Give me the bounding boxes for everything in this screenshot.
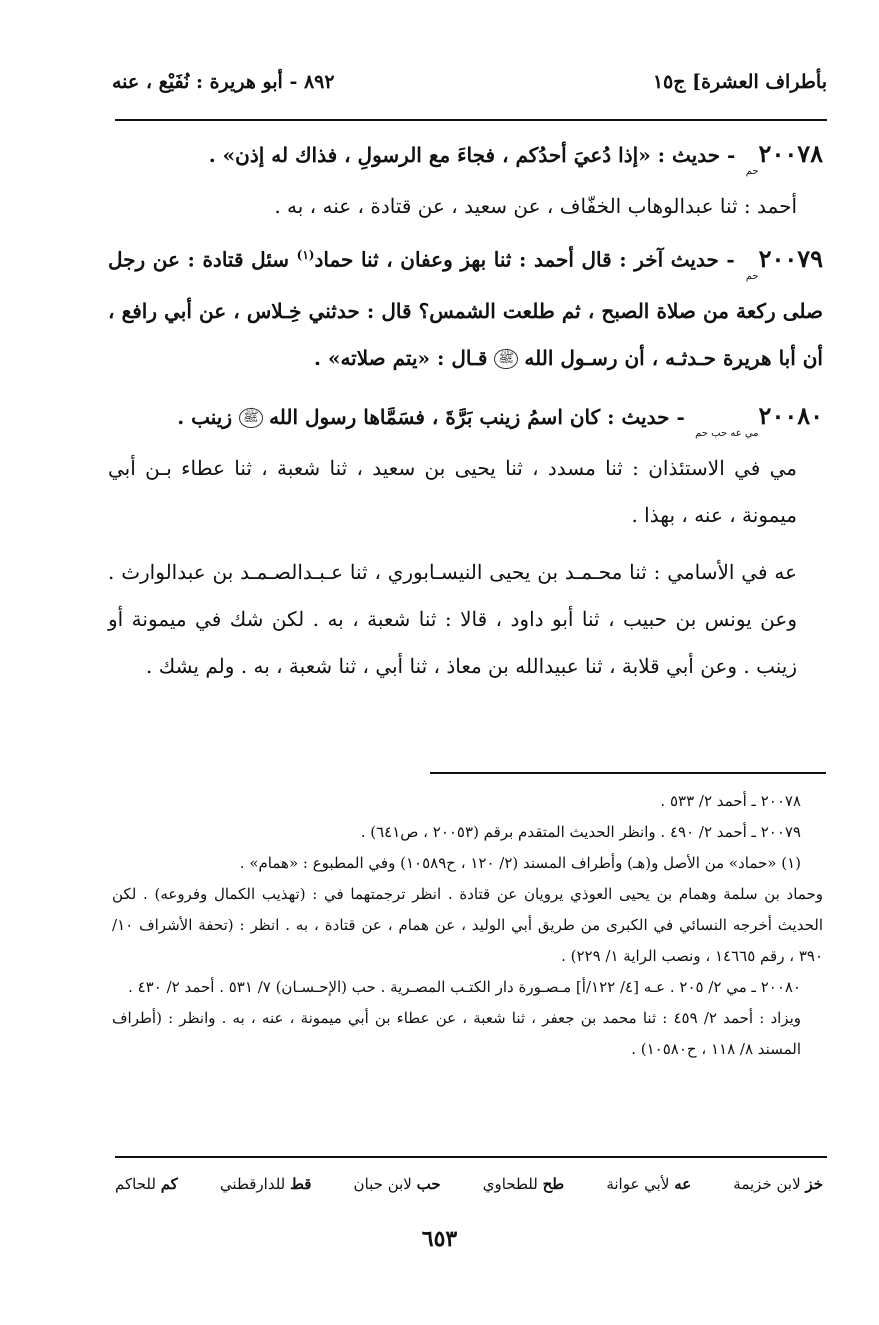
footnote: (١) «حماد» من الأصل و(هـ) وأطراف المسند (٢/ ١٢٠ ، ح١٠٥٨٩) وفي المطبوع : «همام» .	[239, 854, 801, 872]
hadith-entry	[108, 232, 823, 382]
abbreviation-item: قط للدارقطني	[219, 1175, 312, 1193]
footnote-marker: (١)	[296, 248, 315, 262]
hadith-text: - حديث آخر : قال أحمد : ثنا بهز وعفان ، ثنا حماد	[314, 247, 735, 272]
abbreviation-item: خز لابن خزيمة	[733, 1175, 823, 1193]
abbreviation-item: طح للطحاوي	[482, 1175, 565, 1193]
isnad-chain: أحمد : ثنا عبدالوهاب الخفّاف ، عن سعيد ، عن قتادة ، عنه ، به .	[274, 194, 797, 218]
hadith-text-end: زينب .	[177, 404, 239, 429]
hadith-text: - حديث : كان اسمُ زينب بَرَّةَ ، فسَمَّاها رسول الله	[269, 404, 685, 429]
footnote: ٢٠٠٧٩ ـ أحمد ٢/ ٤٩٠ . وانظر الحديث المتقدم برقم (٢٠٠٥٣ ، ص٦٤١) .	[360, 823, 801, 841]
isnad-chain: مي في الاستئذان : ثنا مسدد ، ثنا يحيى بن سعيد ، ثنا شعبة ، ثنا عطاء بـن أبي ميمونة ، عنه ، بهذا .	[108, 455, 798, 527]
footnote: ويزاد : أحمد ٢/ ٤٥٩ : ثنا محمد بن جعفر ، ثنا شعبة ، عن عطاء بن أبي ميمونة ، عنه ، به . وانظر : (أطراف المسند ٨/ ١١٨ ، ح١٠٥٨٠) .	[112, 1009, 801, 1058]
footnote: ٢٠٠٧٨ ـ أحمد ٢/ ٥٣٣ .	[660, 792, 801, 810]
salutation-glyph: ﷺ	[494, 349, 518, 369]
abbreviations-rule	[115, 1156, 827, 1158]
hadith-text-end: قـال : «يتم صلاته» .	[314, 345, 495, 370]
running-header	[112, 62, 827, 102]
footnote: ٢٠٠٨٠ ـ مي ٢/ ٢٠٥ . عـه [٤/ ١٢٢/أ] مـصـورة دار الكتـب المصـرية . حب (الإحـسـان) ٧/ ٥٣١ . أحمد ٢/ ٤٣٠ .	[128, 978, 801, 996]
footnote-rule	[430, 772, 826, 774]
footnote: وحماد بن سلمة وهمام بن يحيى العوذي يرويان عن قتادة . انظر ترجمتهما في : (تهذيب الكمال وفروعه) . لكن الحديث أخرجه النسائي في الكبرى من طريق أبي الوليد ، عن همام ، عن قتادة ، به . انظر : (تحفة الأشراف ١٠/ ٣٩٠ ، رقم ١٤٦٦٥ ، ونصب الراية ١/ ٢٢٩) .	[112, 885, 823, 965]
source-sigla: حم	[745, 166, 759, 177]
abbreviations-key	[115, 1166, 823, 1202]
hadith-text-cont: سئل قتادة : عن رجل صلى ركعة من صلاة الصبح ، ثم طلعت الشمس؟ قال : حدثني خِـلاس ، عن أبي رافع ، أن أبا هريرة حـدثـه ، أن رسـول الله	[108, 247, 823, 370]
hadith-number: ٢٠٠٨٠	[758, 400, 823, 430]
header-rule	[115, 119, 827, 121]
abbreviation-item: حب لابن حبان	[353, 1175, 441, 1193]
header-volume-title: بأطراف العشرة] ج١٥	[652, 71, 827, 93]
abbreviation-item: عه لأبي عوانة	[606, 1175, 692, 1193]
hadith-text: - حديث : «إذا دُعيَ أحدُكم ، فجاءَ مع الرسولِ ، فذاك له إذن» .	[208, 143, 736, 167]
footnotes	[112, 786, 823, 1065]
abbreviation-item: كم للحاكم	[115, 1175, 178, 1193]
header-chapter-title: ٨٩٢ - أبو هريرة : نُفَيْع ، عنه	[112, 71, 335, 93]
source-sigla: حم	[745, 270, 759, 282]
source-sigla: مي عه حب حم	[695, 427, 759, 439]
hadith-number: ٢٠٠٧٩	[758, 243, 824, 273]
hadith-entry	[108, 130, 823, 183]
salutation-glyph: ﷺ	[239, 408, 263, 428]
isnad-chain: عه في الأسامي : ثنا محـمـد بن يحيى النيسـابوري ، ثنا عـبـدالصـمـد بن عبدالوارث . وعن يونس بن حبيب ، ثنا أبو داود ، قالا : ثنا شعبة ، به . لكن شك في ميمونة أو زينب . وعن أبي قلابة ، ثنا عبيدالله بن معاذ ، ثنا أبي ، ثنا شعبة ، به . ولم يشك .	[108, 559, 797, 678]
page-number: ٦٥٣	[421, 1226, 458, 1252]
main-text	[108, 128, 823, 690]
hadith-entry	[108, 392, 823, 445]
hadith-number: ٢٠٠٧٨	[758, 139, 823, 168]
